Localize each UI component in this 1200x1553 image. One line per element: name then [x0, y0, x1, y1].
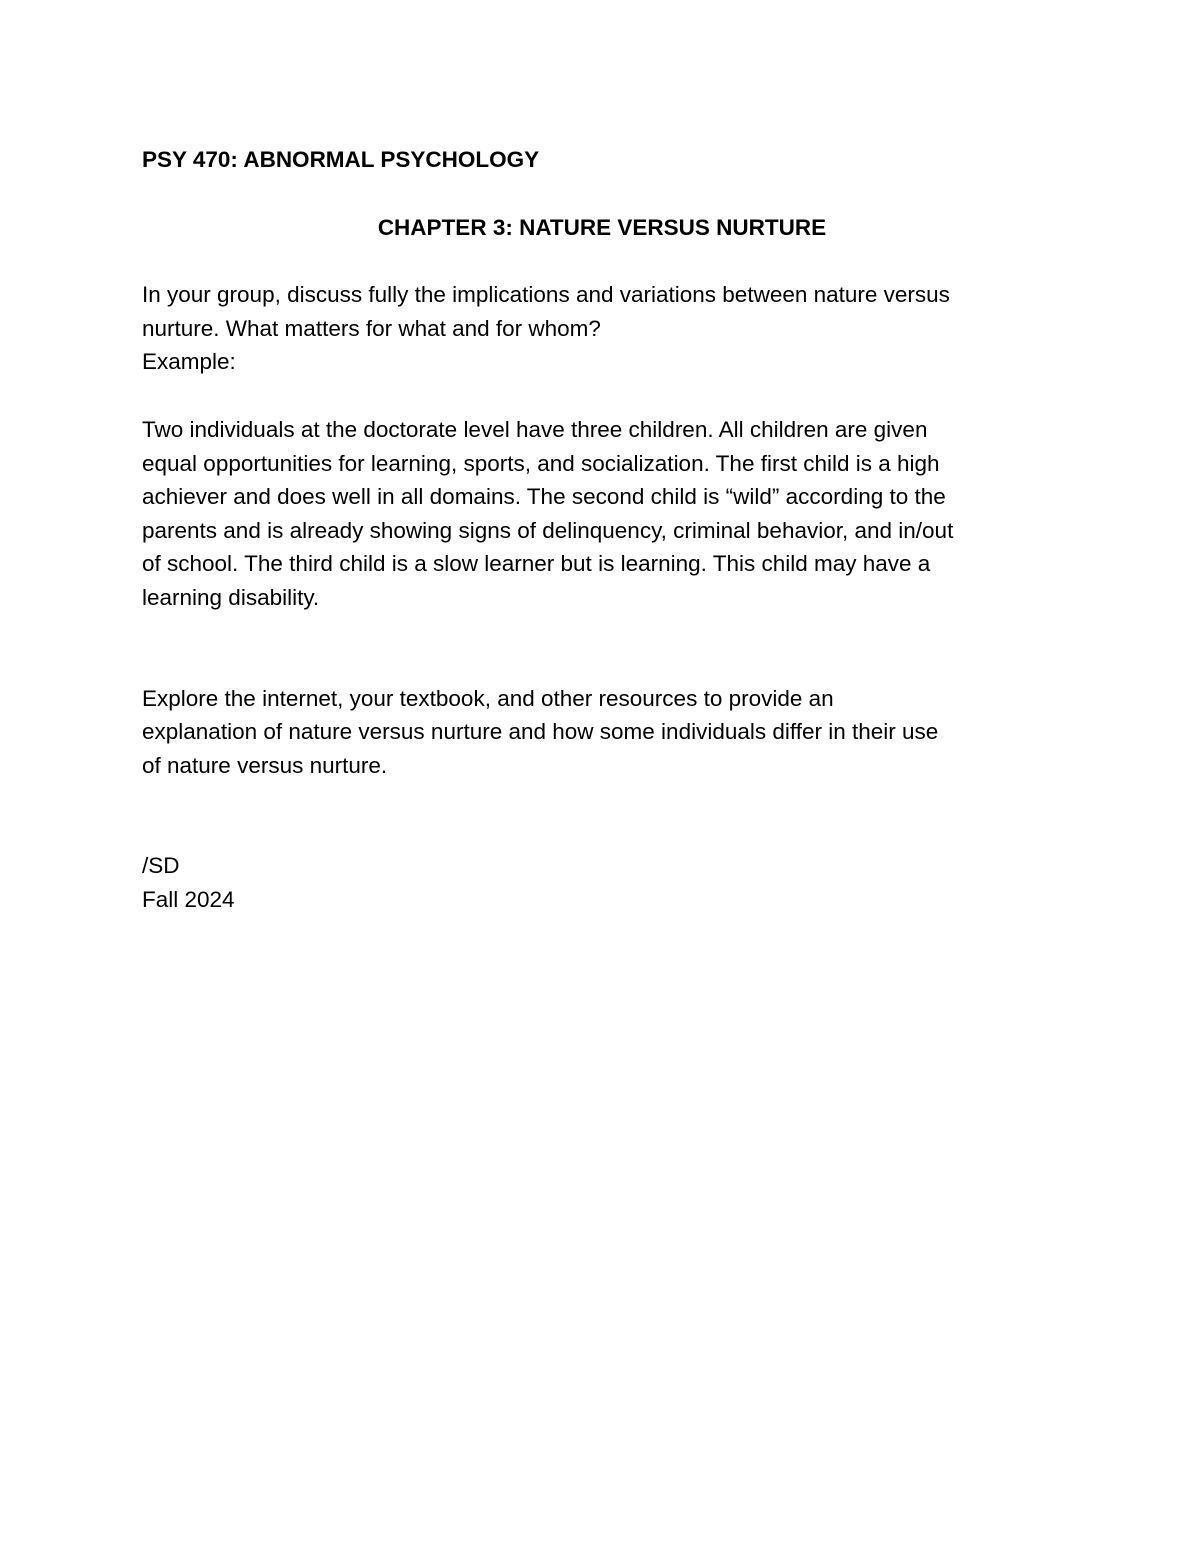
intro-line: nurture. What matters for what and for whom?: [142, 315, 601, 341]
course-title: PSY 470: ABNORMAL PSYCHOLOGY: [142, 147, 540, 172]
document-body: [142, 143, 1062, 917]
explore-paragraph: [142, 682, 1062, 783]
intro-paragraph: [142, 278, 1062, 379]
scenario-line: parents and is already showing signs of delinquency, criminal behavior, and in/out: [142, 517, 954, 543]
scenario-line: achiever and does well in all domains. The second child is “wild” according to the: [142, 484, 946, 510]
explore-line: explanation of nature versus nurture and how some individuals differ in their use: [142, 719, 939, 745]
scenario-line: learning disability.: [142, 584, 320, 610]
example-label: Example:: [142, 349, 236, 375]
signature-initials: /SD: [142, 853, 180, 879]
chapter-title: CHAPTER 3: NATURE VERSUS NURTURE: [377, 214, 827, 240]
explore-line: of nature versus nurture.: [142, 752, 388, 778]
scenario-line: Two individuals at the doctorate level have three children. All children are given: [142, 416, 928, 442]
scenario-paragraph: [142, 413, 1062, 615]
scenario-line: equal opportunities for learning, sports, and socialization. The first child is a high: [142, 450, 940, 476]
explore-line: Explore the internet, your textbook, and other resources to provide an: [142, 685, 834, 711]
intro-line: In your group, discuss fully the implications and variations between nature versus: [142, 282, 950, 308]
signature-term: Fall 2024: [142, 886, 235, 912]
scenario-line: of school. The third child is a slow learner but is learning. This child may have a: [142, 551, 931, 577]
signature-block: [142, 849, 1062, 916]
